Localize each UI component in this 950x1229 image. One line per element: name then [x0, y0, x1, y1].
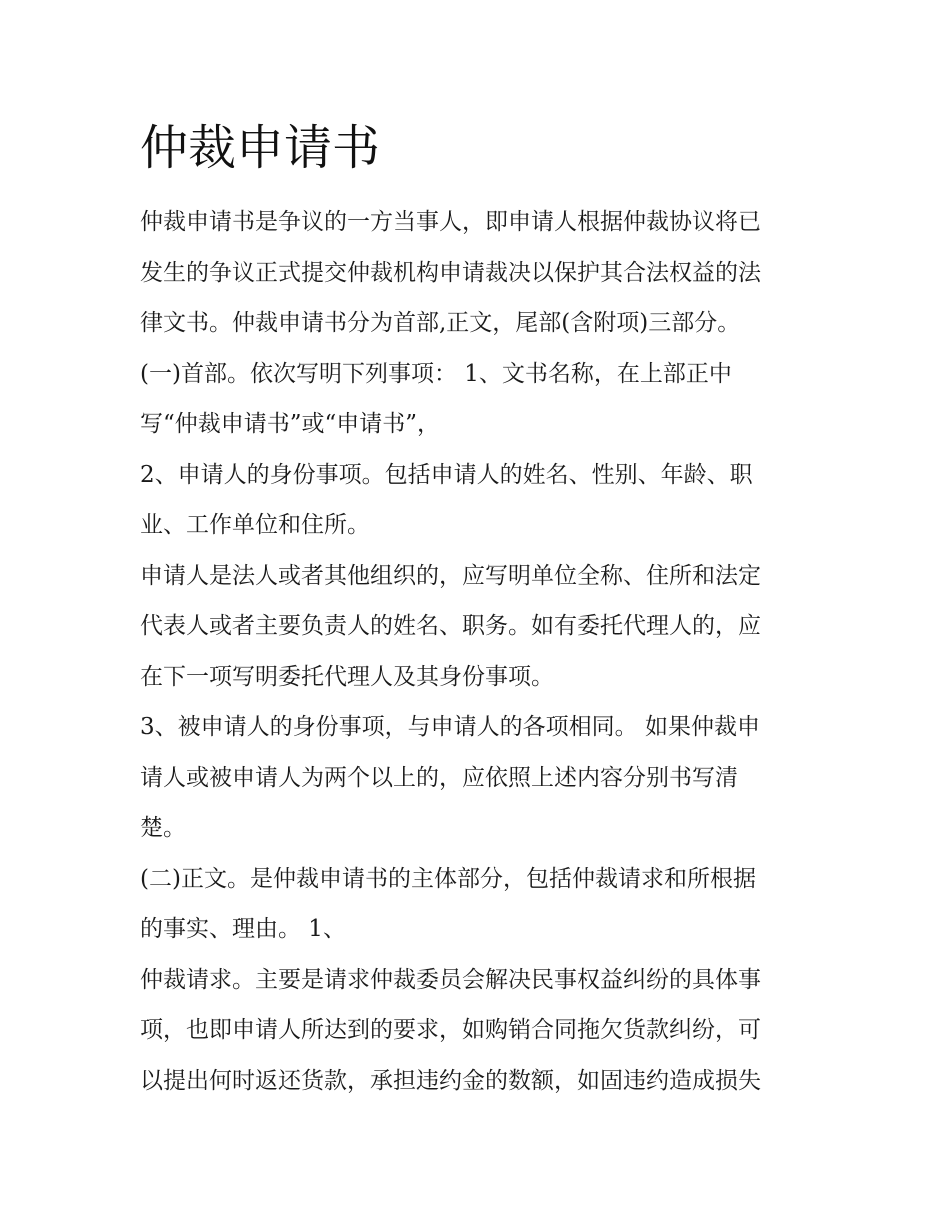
text-line: 请人或被申请人为两个以上的，应依照上述内容分别书写清	[140, 764, 738, 791]
text-line: 仲裁申请书是争议的一方当事人，即申请人根据仲裁协议将已	[140, 209, 761, 235]
text-line: 2、申请人的身份事项。包括申请人的姓名、性别、年龄、职	[140, 461, 753, 488]
text-line: 写“仲裁申请书”或“申请书”，	[140, 411, 441, 437]
text-line: 代表人或者主要负责人的姓名、职务。如有委托代理人的，应	[140, 613, 761, 639]
text-line: 发生的争议正式提交仲裁机构申请裁决以保护其合法权益的法	[140, 259, 761, 286]
text-line: 项，也即申请人所达到的要求，如购销合同拖欠货款纠纷，可	[140, 1017, 761, 1043]
text-line: 以提出何时返还货款，承担违约金的数额，如固违约造成损失	[140, 1067, 761, 1094]
text-line: 的事实、理由。 1、	[140, 916, 346, 942]
text-line: (二)正文。是仲裁申请书的主体部分，包括仲裁请求和所根据	[140, 865, 756, 892]
document-title: 仲裁申请书	[140, 120, 381, 176]
text-line: (一)首部。依次写明下列事项： 1、文书名称，在上部正中	[140, 360, 732, 387]
text-line: 3、被申请人的身份事项，与申请人的各项相同。 如果仲裁申	[140, 714, 760, 740]
document-body	[140, 197, 820, 1106]
text-line: 楚。	[140, 815, 186, 841]
text-line: 申请人是法人或者其他组织的，应写明单位全称、住所和法定	[140, 562, 761, 589]
text-line: 律文书。仲裁申请书分为首部,正文，尾部(含附项)三部分。	[140, 310, 741, 336]
text-line: 仲裁请求。主要是请求仲裁委员会解决民事权益纠纷的具体事	[140, 966, 761, 993]
text-line: 业、工作单位和住所。	[140, 512, 370, 538]
text-line: 在下一项写明委托代理人及其身份事项。	[140, 663, 554, 690]
